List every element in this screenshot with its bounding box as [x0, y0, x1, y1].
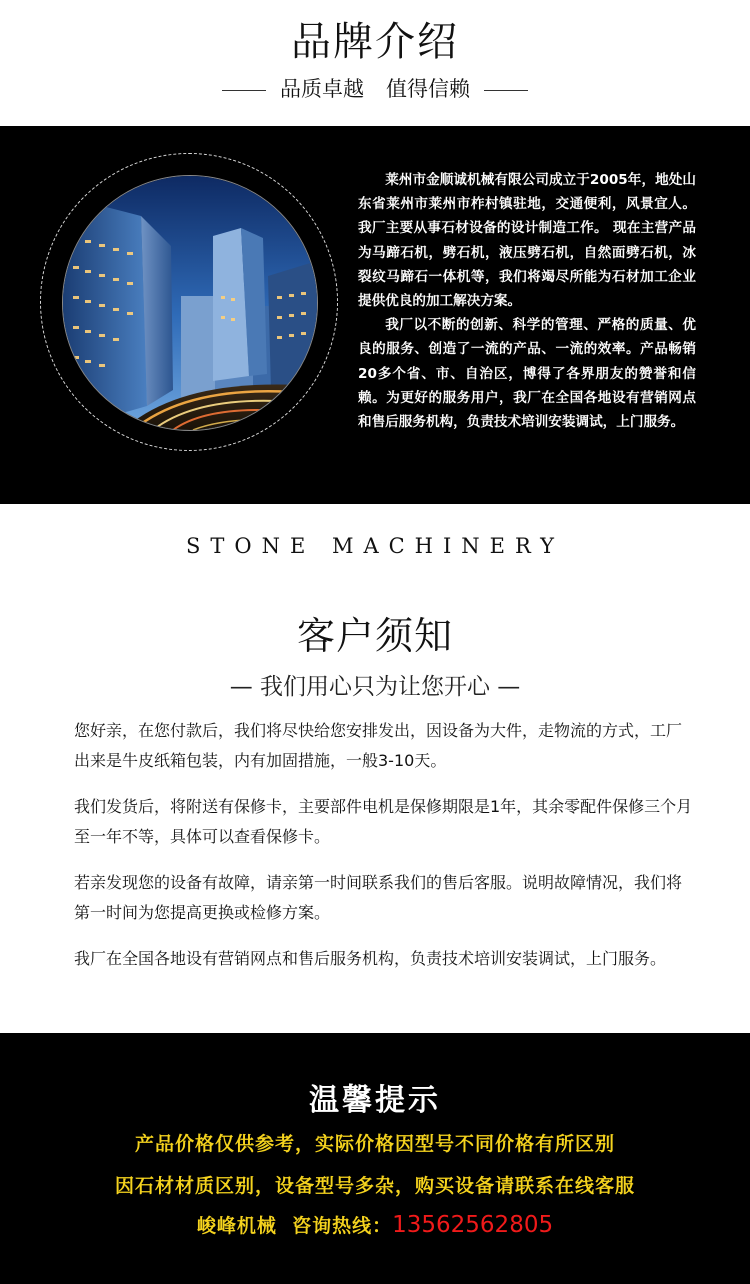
company-intro-text: [358, 168, 696, 434]
tips-line-2: 因石材材质区别，设备型号多杂，购买设备请联系在线客服: [114, 1175, 635, 1197]
brand-subtitle-left: 品质卓越: [280, 77, 364, 101]
notice-paragraph: 我厂在全国各地设有营销网点和售后服务机构，负责技术培训安装调试，上门服务。: [74, 949, 667, 968]
city-photo-frame: [40, 153, 338, 451]
hotline-phone[interactable]: 13562562805: [392, 1212, 554, 1238]
notice-paragraph: 我们发货后，将附送有保修卡，主要部件电机是保修期限是1年，其余零配件保修三个月至一年不等，具体可以查看保修卡。: [74, 797, 693, 846]
brand-subtitle: [0, 73, 750, 103]
notice-body: [74, 716, 696, 991]
brand-header: [0, 0, 750, 126]
notice-paragraph: 若亲发现您的设备有故障，请亲第一时间联系我们的售后客服。说明故障情况，我们将第一时间为您提高更换或检修方案。: [74, 873, 683, 922]
city-skyline-image: [62, 175, 318, 431]
divider-line: [484, 90, 528, 91]
stone-machinery-heading: STONE MACHINERY: [185, 534, 565, 558]
intro-paragraph-2: 我厂以不断的创新、科学的管理、严格的质量、优良的服务、创造了一流的产品、一流的效率。产品畅销20多个省、市、自治区，博得了各界朋友的赞誉和信赖。为更好的服务用户，我厂在全国各地设有营销网点和售后服务机构，负责技术培训安装调试，上门服务。: [358, 317, 696, 431]
tips-title: 温馨提示: [309, 1083, 441, 1118]
divider-line: [222, 90, 266, 91]
tips-line-1: 产品价格仅供参考，实际价格因型号不同价格有所区别: [134, 1133, 615, 1155]
brand-subtitle-right: 值得信赖: [386, 77, 470, 101]
warm-tips-section: [0, 1033, 750, 1284]
hotline-label: 峻峰机械 咨询热线：: [196, 1215, 393, 1237]
notice-title: 客户须知: [296, 614, 453, 658]
intro-paragraph-1: 莱州市金顺诚机械有限公司成立于2005年，地处山东省莱州市莱州市柞村镇驻地，交通便利，风景宜人。我厂主要从事石材设备的设计制造工作。 现在主营产品为马蹄石机，劈石机，液压劈石机，自然面劈石机，冰裂纹马蹄石一体机等，我们将竭尽所能为石材加工企业提供优良的加工解决方案。: [358, 172, 696, 310]
brand-title: 品牌介绍: [291, 19, 459, 65]
notice-paragraph: 您好亲，在您付款后，我们将尽快给您安排发出，因设备为大件，走物流的方式，工厂出来是牛皮纸箱包装，内有加固措施，一般3-10天。: [74, 721, 683, 770]
notice-subtitle: — 我们用心只为让您开心 —: [229, 674, 521, 700]
tips-hotline: [0, 1211, 750, 1238]
